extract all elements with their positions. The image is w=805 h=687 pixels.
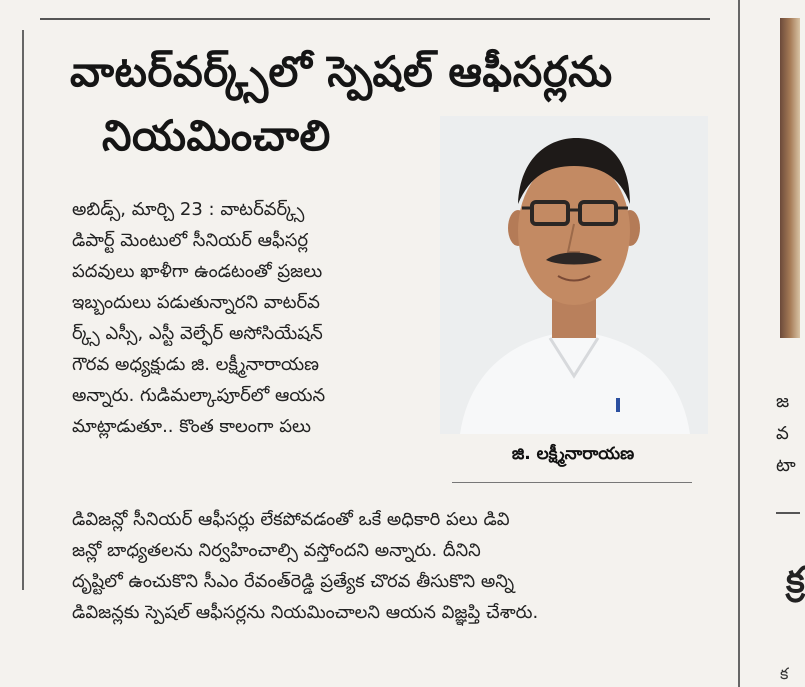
caption-rule	[452, 482, 692, 483]
adjacent-line: టా	[776, 455, 796, 476]
left-column-edge	[0, 20, 14, 680]
article-body-wide	[72, 504, 706, 628]
headline-line-2: నియమించాలి	[102, 111, 331, 160]
column-divider	[738, 0, 740, 687]
adjacent-line: వ	[776, 423, 789, 444]
adjacent-rule	[776, 512, 800, 514]
body-wide-line: డివిజన్లో సీనియర్ ఆఫీసర్లు లేకపోవడంతో ఒకే అధికారి పలు డివి	[72, 509, 510, 530]
photo-caption: జి. లక్ష్మీనారాయణ	[511, 444, 635, 464]
top-rule	[40, 18, 710, 20]
body-line: పదవులు ఖాళీగా ఉండటంతో ప్రజలు	[72, 261, 323, 282]
adjacent-article-text	[776, 386, 800, 482]
adjacent-bottom-text: క	[780, 664, 789, 683]
headline-line-1: వాటర్‌వర్క్స్‌లో స్పెషల్ ఆఫీసర్లను	[70, 47, 613, 96]
body-line: అన్నారు. గుడిమల్కాపూర్‌లో ఆయన	[72, 385, 326, 406]
body-line: డిపార్ట్ మెంటులో సీనియర్ ఆఫీసర్ల	[72, 230, 309, 251]
body-wide-line: దృష్టిలో ఉంచుకొని సీఎం రేవంత్‌రెడ్డి ప్రత్యేక చొరవ తీసుకొని అన్ని	[72, 571, 515, 592]
body-line: ర్క్స్ ఎస్సీ, ఎస్టీ వెల్ఫేర్ అసోసియేషన్	[72, 323, 323, 344]
left-column-rule	[22, 30, 24, 590]
adjacent-line: జ	[776, 391, 790, 412]
body-line: మాట్లాడుతూ.. కొంత కాలంగా పలు	[72, 416, 312, 437]
article-body-narrow	[72, 194, 442, 442]
body-line: గౌరవ అధ్యక్షుడు జి. లక్ష్మీనారాయణ	[72, 354, 320, 375]
adjacent-photo	[780, 18, 800, 338]
body-wide-line: డివిజన్లకు స్పెషల్ ఆఫీసర్లను నియమించాలని ఆయన విజ్ఞప్తి చేశారు.	[72, 602, 539, 623]
portrait-illustration	[440, 116, 708, 434]
body-line: ఇబ్బందులు పడుతున్నారని వాటర్‌వ	[72, 292, 320, 313]
portrait-photo	[440, 116, 708, 434]
body-wide-line: జన్లో బాధ్యతలను నిర్వహించాల్సి వస్తోందని అన్నారు. దీనిని	[72, 540, 481, 561]
body-line: అబిడ్స్, మార్చి 23 : వాటర్‌వర్క్స్	[72, 199, 305, 220]
adjacent-heading: క్ర	[786, 560, 805, 601]
